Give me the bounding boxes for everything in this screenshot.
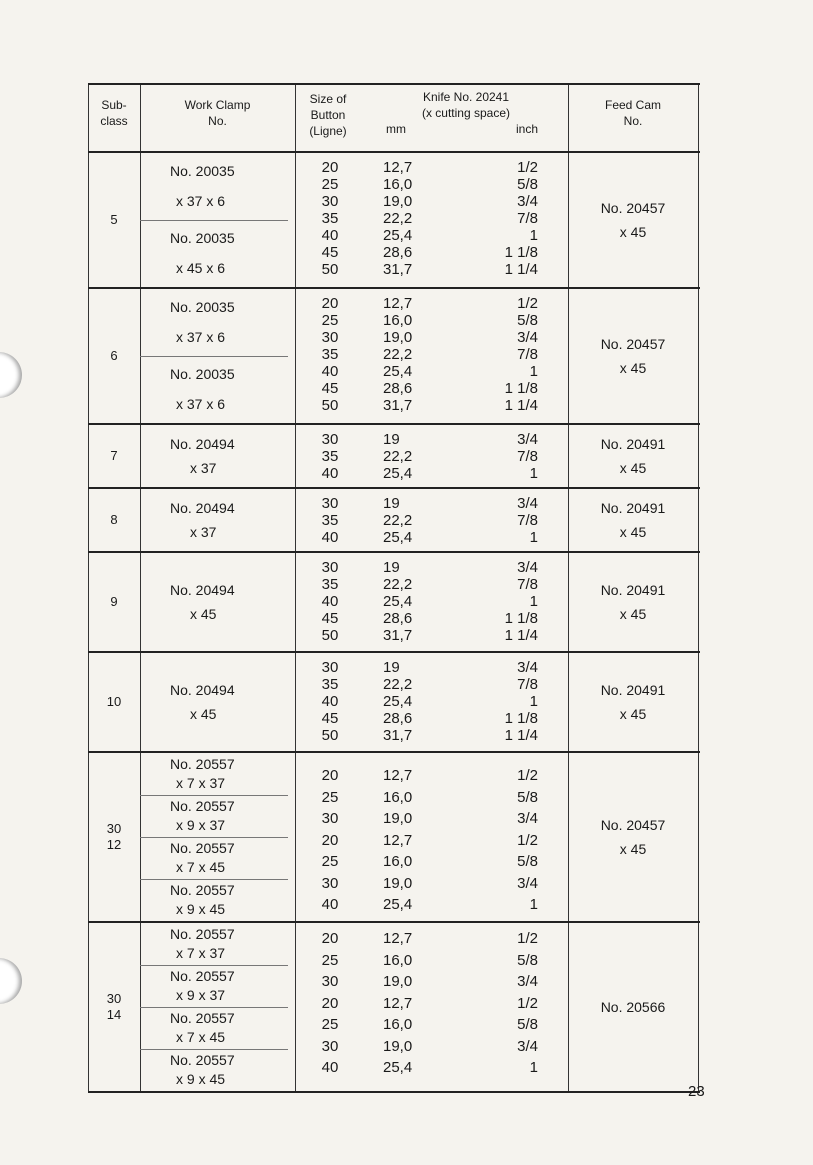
knife-mm-value: 25,4 xyxy=(383,227,413,244)
subclass-value: 6 xyxy=(110,348,118,363)
header-knife-units xyxy=(366,121,566,137)
button-size-value: 45 xyxy=(321,610,339,627)
clamp-number: No. 20557 xyxy=(170,882,235,898)
clamp-number: No. 20557 xyxy=(170,968,235,984)
knife-inch-value: 5/8 xyxy=(517,312,538,329)
clamp-number: No. 20557 xyxy=(170,756,235,772)
knife-mm-value: 19,0 xyxy=(383,193,413,210)
knife-mm-value: 19,0 xyxy=(383,973,413,990)
work-clamp-cell xyxy=(140,553,288,651)
knife-mm-value: 31,7 xyxy=(383,727,413,744)
subclass-number xyxy=(88,821,140,853)
knife-inch-value: 3/4 xyxy=(517,495,538,512)
knife-mm-value: 25,4 xyxy=(383,593,413,610)
knife-mm-value: 25,4 xyxy=(383,1059,413,1076)
clamp-divider xyxy=(140,1007,288,1008)
feed-cam-cell xyxy=(568,995,698,1019)
clamp-dimensions: x 45 xyxy=(190,705,217,722)
knife-mm-value: 16,0 xyxy=(383,312,413,329)
knife-mm-value: 16,0 xyxy=(383,176,413,193)
clamp-dimensions: x 9 x 37 xyxy=(176,817,226,833)
knife-inch-value: 1/2 xyxy=(517,930,538,947)
knife-inch-value: 3/4 xyxy=(517,874,538,892)
button-size-value: 25 xyxy=(321,312,339,329)
knife-inch-value: 1/2 xyxy=(517,159,538,176)
button-size-value: 40 xyxy=(321,693,339,710)
knife-inch-value: 1 1/8 xyxy=(504,244,538,261)
knife-inch-value: 3/4 xyxy=(517,329,538,346)
knife-inch-value: 5/8 xyxy=(517,788,538,806)
header-button-line2: Button xyxy=(310,108,346,122)
button-size-value: 45 xyxy=(321,380,339,397)
button-size-value: 30 xyxy=(321,973,339,990)
clamp-dimensions: x 9 x 45 xyxy=(176,1071,226,1087)
clamp-divider xyxy=(140,795,288,796)
clamp-dimensions: x 37 x 6 xyxy=(176,396,226,412)
header-knife xyxy=(366,89,566,137)
knife-mm-value: 22,2 xyxy=(383,346,413,363)
clamp-number: No. 20494 xyxy=(170,435,235,452)
knife-mm-value: 28,6 xyxy=(383,244,413,261)
button-size-value: 35 xyxy=(321,346,339,363)
header-subclass-line2: class xyxy=(100,114,128,128)
subclass-value: 12 xyxy=(106,837,122,852)
subclass-number xyxy=(88,991,140,1023)
knife-mm-value: 22,2 xyxy=(383,576,413,593)
work-clamp-cell xyxy=(140,289,288,423)
subclass-number xyxy=(88,348,140,364)
knife-inch-value: 1/2 xyxy=(517,295,538,312)
knife-inch-value: 3/4 xyxy=(517,559,538,576)
clamp-number: No. 20035 xyxy=(170,299,235,315)
button-size-value: 40 xyxy=(321,1059,339,1076)
knife-inch-value: 1 1/8 xyxy=(504,610,538,627)
button-size-value: 40 xyxy=(321,227,339,244)
knife-mm-value: 22,2 xyxy=(383,210,413,227)
subclass-group xyxy=(88,425,700,489)
clamp-number: No. 20035 xyxy=(170,366,235,382)
clamp-dimensions: x 7 x 45 xyxy=(176,1029,226,1045)
feed-cam-cell xyxy=(568,196,698,244)
clamp-divider xyxy=(140,1049,288,1050)
clamp-number: No. 20494 xyxy=(170,681,235,698)
button-size-value: 40 xyxy=(321,363,339,380)
button-size-value: 35 xyxy=(321,576,339,593)
subclass-group xyxy=(88,553,700,653)
work-clamp-cell xyxy=(140,653,288,751)
feed-cam-cell xyxy=(568,678,698,726)
knife-mm-value: 19,0 xyxy=(383,810,413,827)
subclass-value: 8 xyxy=(110,512,118,527)
knife-mm-value: 22,2 xyxy=(383,448,413,465)
knife-inch-value: 3/4 xyxy=(517,431,538,448)
button-size-value: 20 xyxy=(321,295,339,312)
knife-mm-value: 25,4 xyxy=(383,693,413,710)
clamp-dimensions: x 37 x 6 xyxy=(176,329,226,345)
knife-mm-value: 19,0 xyxy=(383,329,413,346)
subclass-number xyxy=(88,448,140,464)
header-clamp-line2: No. xyxy=(208,114,227,128)
knife-inch-value: 1 xyxy=(529,693,538,710)
knife-mm-value: 25,4 xyxy=(383,529,413,546)
clamp-dimensions: x 37 x 6 xyxy=(176,193,226,209)
knife-inch-value: 1/2 xyxy=(517,767,538,784)
header-button-size xyxy=(293,91,363,139)
knife-mm-value: 28,6 xyxy=(383,610,413,627)
knife-inch-value: 1 xyxy=(529,363,538,380)
button-size-value: 50 xyxy=(321,261,339,278)
header-button-line3: (Ligne) xyxy=(309,124,347,138)
work-clamp-cell xyxy=(140,753,288,921)
subclass-value: 30 xyxy=(106,821,122,836)
clamp-divider xyxy=(140,879,288,880)
feed-cam-value: x 45 xyxy=(619,524,647,540)
feed-cam-value: No. 20491 xyxy=(600,436,666,452)
table-body xyxy=(88,153,700,1091)
button-size-value: 50 xyxy=(321,727,339,744)
button-size-value: 30 xyxy=(321,329,339,346)
knife-inch-value: 7/8 xyxy=(517,448,538,465)
button-size-value: 40 xyxy=(321,896,339,913)
subclass-value: 14 xyxy=(106,1007,122,1022)
button-size-value: 50 xyxy=(321,397,339,414)
knife-mm-value: 19 xyxy=(383,495,400,512)
knife-inch-value: 1 xyxy=(529,529,538,546)
subclass-value: 7 xyxy=(110,448,118,463)
button-size-value: 40 xyxy=(321,529,339,546)
button-size-value: 30 xyxy=(321,559,339,576)
clamp-number: No. 20557 xyxy=(170,840,235,856)
header-button-line1: Size of xyxy=(309,92,347,106)
button-size-value: 30 xyxy=(321,659,339,676)
button-size-value: 35 xyxy=(321,448,339,465)
knife-inch-value: 1 1/8 xyxy=(504,710,538,727)
clamp-dimensions: x 45 xyxy=(190,605,217,622)
clamp-dimensions: x 37 xyxy=(190,459,217,476)
subclass-group xyxy=(88,923,700,1091)
knife-mm-value: 12,7 xyxy=(383,831,413,849)
knife-mm-value: 19,0 xyxy=(383,874,413,892)
feed-cam-cell xyxy=(568,432,698,480)
knife-inch-value: 1 1/4 xyxy=(504,261,538,278)
button-size-value: 25 xyxy=(321,788,339,806)
feed-cam-value: No. 20457 xyxy=(600,817,666,833)
clamp-number: No. 20035 xyxy=(170,163,235,179)
subclass-number xyxy=(88,694,140,710)
button-size-value: 30 xyxy=(321,193,339,210)
feed-cam-value: No. 20491 xyxy=(600,500,666,516)
knife-inch-value: 1 1/8 xyxy=(504,380,538,397)
knife-inch-value: 3/4 xyxy=(517,810,538,827)
header-cam-line1: Feed Cam xyxy=(604,98,662,112)
knife-mm-value: 19 xyxy=(383,659,400,676)
feed-cam-cell xyxy=(568,578,698,626)
knife-inch-value: 7/8 xyxy=(517,210,538,227)
knife-inch-value: 1 xyxy=(529,1059,538,1076)
subclass-value: 30 xyxy=(106,991,122,1006)
feed-cam-value: No. 20491 xyxy=(600,582,666,598)
specification-table xyxy=(88,83,700,1093)
knife-inch-value: 3/4 xyxy=(517,973,538,990)
button-size-value: 30 xyxy=(321,810,339,827)
knife-mm-value: 25,4 xyxy=(383,465,413,482)
clamp-divider xyxy=(140,220,288,221)
feed-cam-value: x 45 xyxy=(619,706,647,722)
binder-hole-upper xyxy=(0,352,22,398)
button-size-value: 50 xyxy=(321,627,339,644)
knife-inch-value: 1 1/4 xyxy=(504,727,538,744)
header-cam-line2: No. xyxy=(623,114,643,128)
knife-mm-value: 31,7 xyxy=(383,261,413,278)
clamp-dimensions: x 9 x 37 xyxy=(176,987,226,1003)
feed-cam-cell xyxy=(568,813,698,861)
work-clamp-cell xyxy=(140,425,288,487)
subclass-group xyxy=(88,753,700,923)
page-number: 23 xyxy=(688,1083,705,1100)
knife-mm-value: 31,7 xyxy=(383,397,413,414)
knife-inch-value: 3/4 xyxy=(517,193,538,210)
clamp-number: No. 20494 xyxy=(170,499,235,516)
feed-cam-value: No. 20491 xyxy=(600,682,666,698)
subclass-value: 10 xyxy=(106,694,122,709)
work-clamp-cell xyxy=(140,153,288,287)
feed-cam-value: x 45 xyxy=(619,360,647,376)
button-size-value: 30 xyxy=(321,1037,339,1055)
knife-mm-value: 28,6 xyxy=(383,380,413,397)
knife-mm-value: 12,7 xyxy=(383,159,413,176)
knife-inch-value: 7/8 xyxy=(517,576,538,593)
button-size-value: 45 xyxy=(321,244,339,261)
button-size-value: 20 xyxy=(321,831,339,849)
knife-inch-value: 1/2 xyxy=(517,831,538,849)
header-knife-line1: Knife No. 20241 xyxy=(422,90,510,104)
knife-inch-value: 7/8 xyxy=(517,512,538,529)
clamp-divider xyxy=(140,837,288,838)
feed-cam-value: No. 20566 xyxy=(600,999,666,1015)
subclass-group xyxy=(88,653,700,753)
knife-mm-value: 28,6 xyxy=(383,710,413,727)
knife-inch-value: 5/8 xyxy=(517,176,538,193)
feed-cam-value: x 45 xyxy=(619,460,647,476)
header-knife-line2: (x cutting space) xyxy=(421,106,511,120)
clamp-dimensions: x 37 xyxy=(190,523,217,540)
knife-mm-value: 12,7 xyxy=(383,295,413,312)
work-clamp-cell xyxy=(140,923,288,1091)
button-size-value: 30 xyxy=(321,495,339,512)
knife-mm-value: 25,4 xyxy=(383,896,413,913)
knife-mm-value: 12,7 xyxy=(383,767,413,784)
table-header xyxy=(88,85,700,153)
subclass-group xyxy=(88,489,700,553)
subclass-value: 5 xyxy=(110,212,118,227)
clamp-dimensions: x 7 x 37 xyxy=(176,945,226,961)
knife-inch-value: 1 xyxy=(529,896,538,913)
feed-cam-value: No. 20457 xyxy=(600,200,666,216)
clamp-number: No. 20494 xyxy=(170,581,235,598)
clamp-number: No. 20557 xyxy=(170,1052,235,1068)
button-size-value: 25 xyxy=(321,951,339,969)
knife-mm-value: 16,0 xyxy=(383,951,413,969)
knife-mm-value: 12,7 xyxy=(383,930,413,947)
subclass-group xyxy=(88,153,700,289)
header-mm: mm xyxy=(386,122,406,136)
clamp-number: No. 20557 xyxy=(170,798,235,814)
knife-mm-value: 19 xyxy=(383,559,400,576)
clamp-dimensions: x 9 x 45 xyxy=(176,901,226,917)
knife-inch-value: 1 xyxy=(529,227,538,244)
knife-mm-value: 12,7 xyxy=(383,994,413,1012)
feed-cam-value: x 45 xyxy=(619,606,647,622)
feed-cam-cell xyxy=(568,496,698,544)
subclass-number xyxy=(88,512,140,528)
knife-mm-value: 16,0 xyxy=(383,1016,413,1033)
clamp-dimensions: x 7 x 45 xyxy=(176,859,226,875)
knife-mm-value: 22,2 xyxy=(383,512,413,529)
header-feed-cam xyxy=(568,97,698,129)
knife-inch-value: 1 xyxy=(529,465,538,482)
button-size-value: 20 xyxy=(321,994,339,1012)
clamp-dimensions: x 45 x 6 xyxy=(176,260,226,276)
knife-inch-value: 1 1/4 xyxy=(504,627,538,644)
knife-inch-value: 1 xyxy=(529,593,538,610)
knife-inch-value: 1 1/4 xyxy=(504,397,538,414)
knife-inch-value: 7/8 xyxy=(517,346,538,363)
button-size-value: 25 xyxy=(321,853,339,870)
clamp-number: No. 20035 xyxy=(170,230,235,246)
header-clamp-line1: Work Clamp xyxy=(184,98,251,112)
work-clamp-cell xyxy=(140,489,288,551)
knife-mm-value: 31,7 xyxy=(383,627,413,644)
button-size-value: 35 xyxy=(321,676,339,693)
subclass-number xyxy=(88,594,140,610)
knife-mm-value: 16,0 xyxy=(383,788,413,806)
button-size-value: 40 xyxy=(321,465,339,482)
button-size-value: 25 xyxy=(321,1016,339,1033)
subclass-group xyxy=(88,289,700,425)
knife-inch-value: 5/8 xyxy=(517,951,538,969)
button-size-value: 20 xyxy=(321,767,339,784)
knife-inch-value: 7/8 xyxy=(517,676,538,693)
button-size-value: 35 xyxy=(321,210,339,227)
button-size-value: 35 xyxy=(321,512,339,529)
feed-cam-value: No. 20457 xyxy=(600,336,666,352)
button-size-value: 30 xyxy=(321,431,339,448)
subclass-value: 9 xyxy=(110,594,118,609)
knife-inch-value: 5/8 xyxy=(517,1016,538,1033)
knife-mm-value: 16,0 xyxy=(383,853,413,870)
knife-mm-value: 25,4 xyxy=(383,363,413,380)
header-work-clamp xyxy=(140,97,295,129)
header-subclass xyxy=(88,97,140,129)
button-size-value: 30 xyxy=(321,874,339,892)
button-size-value: 40 xyxy=(321,593,339,610)
knife-mm-value: 22,2 xyxy=(383,676,413,693)
clamp-number: No. 20557 xyxy=(170,926,235,942)
button-size-value: 20 xyxy=(321,159,339,176)
clamp-dimensions: x 7 x 37 xyxy=(176,775,226,791)
feed-cam-value: x 45 xyxy=(619,224,647,240)
button-size-value: 45 xyxy=(321,710,339,727)
feed-cam-cell xyxy=(568,332,698,380)
knife-inch-value: 5/8 xyxy=(517,853,538,870)
button-size-value: 25 xyxy=(321,176,339,193)
subclass-number xyxy=(88,212,140,228)
knife-mm-value: 19,0 xyxy=(383,1037,413,1055)
knife-inch-value: 3/4 xyxy=(517,1037,538,1055)
knife-mm-value: 19 xyxy=(383,431,400,448)
header-inch: inch xyxy=(515,122,538,136)
header-subclass-line1: Sub- xyxy=(101,98,127,112)
binder-hole-lower xyxy=(0,958,22,1004)
clamp-divider xyxy=(140,356,288,357)
knife-inch-value: 3/4 xyxy=(517,659,538,676)
button-size-value: 20 xyxy=(321,930,339,947)
clamp-number: No. 20557 xyxy=(170,1010,235,1026)
clamp-divider xyxy=(140,965,288,966)
knife-inch-value: 1/2 xyxy=(517,994,538,1012)
feed-cam-value: x 45 xyxy=(619,841,647,857)
